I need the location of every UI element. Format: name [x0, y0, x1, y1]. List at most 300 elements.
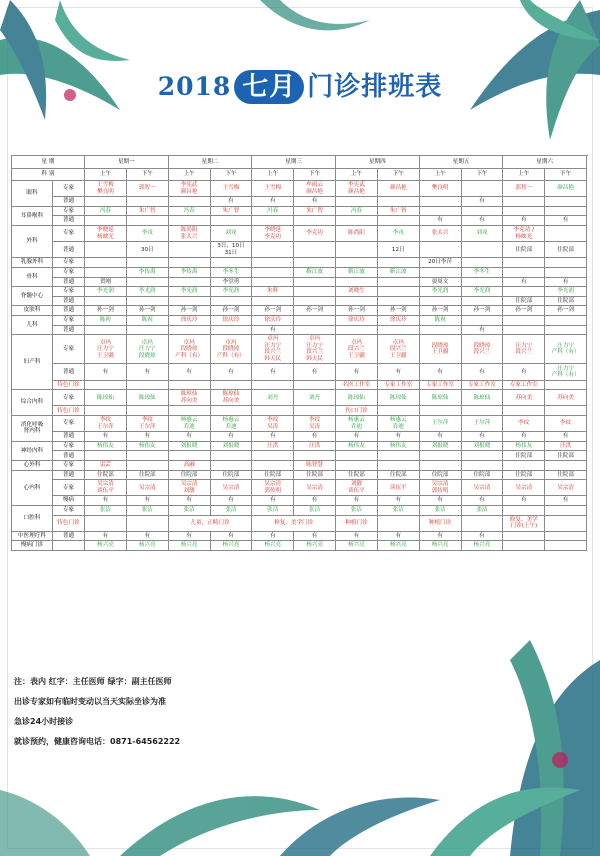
schedule-row [12, 441, 587, 451]
schedule-cell: 李晓延 李克功 [252, 225, 294, 241]
schedule-row [12, 216, 587, 226]
schedule-cell: 专家工作室 [503, 380, 545, 390]
schedule-cell: 李纹 王尔萍 [85, 416, 127, 432]
schedule-cell: 有 [294, 496, 336, 506]
schedule-cell: 杨兴亮 [85, 541, 127, 551]
schedule-cell: 杨兴亮 [419, 541, 461, 551]
header-am: 上午 [336, 169, 378, 181]
dept-name: 耳鼻喉科 [12, 206, 53, 225]
schedule-cell: 刘报晓 [168, 441, 210, 451]
schedule-row [12, 541, 587, 551]
schedule-cell: 孙一剑 [126, 306, 168, 316]
schedule-cell: 卓玛 汪力宁 段兴兰 韩天民 [294, 335, 336, 364]
schedule-cell: 卓玛 段兴兰 王卫疆 [377, 335, 419, 364]
dept-name: 慢病门诊 [12, 541, 53, 551]
schedule-cell: 陈祝 [85, 315, 127, 325]
schedule-cell [294, 296, 336, 306]
schedule-cell [336, 296, 378, 306]
schedule-cell: 有 [85, 496, 127, 506]
schedule-cell [168, 325, 210, 335]
schedule-cell [461, 242, 503, 258]
schedule-cell: 杨伟友 [503, 441, 545, 451]
schedule-cell: 孙一剑 [545, 306, 587, 316]
schedule-cell: 有 [168, 364, 210, 380]
schedule-row [12, 451, 587, 461]
schedule-cell [210, 406, 252, 416]
header-day: 星期五 [419, 156, 503, 169]
schedule-cell: 住院部 [503, 242, 545, 258]
schedule-cell: 冯春 [168, 206, 210, 216]
schedule-cell: 有 [294, 432, 336, 442]
schedule-cell [168, 242, 210, 258]
schedule-cell: 有 [377, 432, 419, 442]
schedule-cell: 汪力宁 产科（有） [545, 364, 587, 380]
schedule-cell: 杨伟友 [336, 441, 378, 451]
schedule-cell: 陈琼仙 [377, 390, 419, 406]
schedule-cell [336, 242, 378, 258]
schedule-cell: 徐庆玲 [210, 315, 252, 325]
schedule-cell [503, 197, 545, 207]
schedule-cell [210, 451, 252, 461]
schedule-row [12, 206, 587, 216]
schedule-cell: 住院部 [126, 470, 168, 480]
schedule-cell: 颜昌艳 [545, 181, 587, 197]
schedule-cell: 住院部 [168, 470, 210, 480]
schedule-cell: 李冬生 [461, 267, 503, 277]
schedule-cell: 有 [126, 496, 168, 506]
schedule-cell: 张太兴 [419, 225, 461, 241]
schedule-cell [461, 181, 503, 197]
schedule-cell [461, 258, 503, 268]
schedule-cell: 樊良明 [419, 181, 461, 197]
schedule-cell: 靳江波 [294, 267, 336, 277]
schedule-cell: 李纹 [503, 416, 545, 432]
schedule-cell: 有 [210, 531, 252, 541]
schedule-cell [252, 451, 294, 461]
dept-name: 脊髓中心 [12, 287, 53, 306]
schedule-cell: 有 [419, 531, 461, 541]
schedule-row [12, 277, 587, 287]
schedule-cell [252, 380, 294, 390]
schedule-cell: 有 [210, 432, 252, 442]
header-pm: 下午 [294, 169, 336, 181]
schedule-cell [419, 406, 461, 416]
schedule-cell: 朱广智 [210, 206, 252, 216]
schedule-cell: 住院部 [545, 451, 587, 461]
schedule-cell: 汪洪 [294, 441, 336, 451]
schedule-cell [85, 325, 127, 335]
schedule-row [12, 315, 587, 325]
schedule-cell: 有 [461, 216, 503, 226]
schedule-cell: 李冬生 [210, 267, 252, 277]
schedule-row [12, 515, 587, 531]
schedule-cell: 有 [252, 364, 294, 380]
schedule-cell: 吴宗清 [461, 480, 503, 496]
schedule-cell: 住院部 [545, 296, 587, 306]
schedule-cell: 有 [336, 531, 378, 541]
schedule-cell [252, 267, 294, 277]
header-dept-label: 科 别 [12, 169, 85, 181]
schedule-cell [419, 296, 461, 306]
schedule-cell: 张洁 [126, 505, 168, 515]
schedule-cell [294, 380, 336, 390]
schedule-cell [85, 406, 127, 416]
schedule-cell: 有 [461, 325, 503, 335]
schedule-cell: 有 [503, 432, 545, 442]
header-day: 星期三 [252, 156, 336, 169]
schedule-cell [336, 325, 378, 335]
schedule-cell [126, 451, 168, 461]
schedule-cell [294, 216, 336, 226]
schedule-cell: 汪力宁 段兴兰 [503, 335, 545, 364]
page-title [0, 66, 600, 104]
schedule-cell: 杨惠云 乔迪 [336, 416, 378, 432]
schedule-cell: 卓玛 段晓琼 产科（有） [168, 335, 210, 364]
schedule-cell: 有 [210, 197, 252, 207]
schedule-cell: 20日李萍 [419, 258, 461, 268]
schedule-cell: 孙一剑 [210, 306, 252, 316]
schedule-row [12, 496, 587, 506]
schedule-cell: 徐庆玲 [336, 315, 378, 325]
dept-name: 中医理疗科 [12, 531, 53, 541]
schedule-cell: 陈琼仙 [126, 390, 168, 406]
schedule-cell: 有 [503, 496, 545, 506]
clinic-type: 普通 [53, 216, 85, 226]
clinic-type: 专家 [53, 315, 85, 325]
schedule-cell: 陈祝 [419, 315, 461, 325]
schedule-cell: 有 [294, 364, 336, 380]
schedule-cell: 段晓琼 段兴兰 [461, 335, 503, 364]
schedule-cell: 朱广智 [377, 206, 419, 216]
schedule-cell: 刘戎 [210, 225, 252, 241]
header-pm: 下午 [545, 169, 587, 181]
schedule-cell [545, 541, 587, 551]
schedule-cell: 有 [503, 364, 545, 380]
schedule-cell: 李戎 [377, 225, 419, 241]
clinic-type: 专家 [53, 461, 85, 471]
schedule-cell [336, 461, 378, 471]
schedule-cell [168, 451, 210, 461]
dept-name: 妇产科 [12, 335, 53, 390]
schedule-cell: 孙一剑 [461, 306, 503, 316]
schedule-cell [210, 461, 252, 471]
schedule-cell: 住院部 [503, 451, 545, 461]
schedule-cell [126, 258, 168, 268]
schedule-cell: 有 [126, 432, 168, 442]
schedule-cell [377, 451, 419, 461]
schedule-cell [503, 505, 545, 515]
clinic-type: 慢病 [53, 496, 85, 506]
schedule-cell: 朱广智 [126, 206, 168, 216]
schedule-table [11, 155, 587, 551]
schedule-cell: 有 [503, 216, 545, 226]
schedule-cell [168, 380, 210, 390]
schedule-cell: 杨兴亮 [168, 541, 210, 551]
clinic-type: 普通 [53, 242, 85, 258]
schedule-cell: 王雪梅 [210, 181, 252, 197]
schedule-cell: 孙一剑 [419, 306, 461, 316]
schedule-cell: 刘丹 [252, 390, 294, 406]
schedule-row [12, 364, 587, 380]
schedule-cell: 朱辉 [252, 287, 294, 297]
schedule-cell: 有 [545, 216, 587, 226]
schedule-cell: 有 [377, 364, 419, 380]
schedule-cell [377, 461, 419, 471]
schedule-cell: 有 [294, 197, 336, 207]
schedule-cell: 有 [126, 531, 168, 541]
header-am: 上午 [85, 169, 127, 181]
schedule-cell: 杨兴亮 [252, 541, 294, 551]
schedule-cell: 专家工作室 [461, 380, 503, 390]
schedule-cell [126, 325, 168, 335]
schedule-cell: 张洁 [377, 505, 419, 515]
schedule-cell [545, 461, 587, 471]
schedule-cell [503, 206, 545, 216]
schedule-row [12, 470, 587, 480]
schedule-cell: 冯春 [85, 206, 127, 216]
schedule-cell: 李光润 [85, 287, 127, 297]
schedule-cell: 张洁 [210, 505, 252, 515]
schedule-cell: 杨伟友 [377, 441, 419, 451]
schedule-cell: 杨惠云 乔迪 [210, 416, 252, 432]
schedule-cell [503, 531, 545, 541]
schedule-row [12, 416, 587, 432]
dept-name: 心内科 [12, 470, 53, 505]
schedule-cell: 孙一剑 [85, 306, 127, 316]
schedule-cell: 陈琼仙 [85, 390, 127, 406]
dept-name: 消化呼吸 肾内科 [12, 416, 53, 442]
schedule-cell [545, 515, 587, 531]
schedule-row [12, 296, 587, 306]
schedule-cell: 有 [545, 496, 587, 506]
schedule-cell: 汪力宁 产科（有） [545, 335, 587, 364]
clinic-type: 普通 [53, 277, 85, 287]
schedule-row [12, 306, 587, 316]
header-day: 星期二 [168, 156, 252, 169]
schedule-cell [503, 258, 545, 268]
schedule-cell [545, 315, 587, 325]
schedule-cell: 住院部 [336, 470, 378, 480]
schedule-cell: 李克功 / 杨映光 [503, 225, 545, 241]
schedule-cell: 孙一剑 [252, 306, 294, 316]
schedule-cell: 杨兴亮 [210, 541, 252, 551]
schedule-cell: 张洁 [294, 505, 336, 515]
schedule-cell [503, 461, 545, 471]
schedule-cell [545, 325, 587, 335]
schedule-cell: 有 [85, 364, 127, 380]
palm-leaf-decoration-top-center [260, 0, 370, 60]
clinic-type: 专家 [53, 287, 85, 297]
schedule-cell: 有 [252, 325, 294, 335]
schedule-cell: 李光润 [210, 287, 252, 297]
schedule-cell: 汪洪 [252, 441, 294, 451]
schedule-cell: 卓玛 汪力宁 王卫疆 [85, 335, 127, 364]
schedule-cell [210, 216, 252, 226]
schedule-cell: 杨伟友 [126, 441, 168, 451]
header-pm: 下午 [210, 169, 252, 181]
schedule-row [12, 406, 587, 416]
schedule-cell: 杨惠云 乔迪 [377, 416, 419, 432]
schedule-cell: 李宪武 颜昌艳 [168, 181, 210, 197]
schedule-row [12, 335, 587, 364]
schedule-cell: 陈琼仙 苏向美 [210, 390, 252, 406]
schedule-cell: 吴宗清 郭传明 [419, 480, 461, 496]
dept-name: 乳腺外科 [12, 258, 53, 268]
schedule-cell: 卓玛 段晓琼 产科（有） [210, 335, 252, 364]
schedule-cell: 有 [85, 432, 127, 442]
schedule-cell: 卓玛 汪力宁 段兴兰 韩天民 [252, 335, 294, 364]
clinic-type: 普通 [53, 451, 85, 461]
schedule-cell: 李光润 [168, 287, 210, 297]
schedule-cell: 陈祝 [126, 315, 168, 325]
clinic-type: 普通 [53, 197, 85, 207]
schedule-cell [85, 197, 127, 207]
schedule-cell [126, 461, 168, 471]
title-year: 2018 [157, 72, 232, 101]
schedule-cell: 有 [168, 496, 210, 506]
schedule-cell [336, 216, 378, 226]
clinic-type: 专家 [53, 206, 85, 216]
schedule-cell [252, 277, 294, 287]
schedule-cell: 李戎 [126, 225, 168, 241]
schedule-cell: 苏向美 [545, 390, 587, 406]
schedule-row [12, 242, 587, 258]
schedule-cell [461, 406, 503, 416]
schedule-cell [545, 531, 587, 541]
schedule-cell: 有 [461, 197, 503, 207]
schedule-cell: 刘报晓 [419, 441, 461, 451]
palm-leaf-decoration-bottom [120, 760, 440, 856]
schedule-cell: 有 [419, 496, 461, 506]
schedule-cell: 有 [419, 364, 461, 380]
schedule-cell: 陈琼仙 苏向美 [168, 390, 210, 406]
schedule-cell [168, 406, 210, 416]
schedule-cell: 靳江波 [377, 267, 419, 277]
schedule-cell: 杨兴亮 [461, 541, 503, 551]
schedule-cell: 晏周文 [419, 277, 461, 287]
schedule-row [12, 267, 587, 277]
schedule-cell: 李光润 [545, 287, 587, 297]
schedule-cell: 有 [377, 496, 419, 506]
schedule-cell [168, 197, 210, 207]
schedule-row [12, 531, 587, 541]
dept-name: 皮肤科 [12, 306, 53, 316]
schedule-cell: 李纹 [545, 416, 587, 432]
schedule-cell [336, 258, 378, 268]
schedule-cell: 雷芸 [85, 461, 127, 471]
clinic-type: 专家 [53, 390, 85, 406]
schedule-cell: 有 [461, 496, 503, 506]
schedule-cell: 吴宗清 [545, 480, 587, 496]
schedule-cell: 陈尚阳 [336, 225, 378, 241]
schedule-cell: 12日 [377, 242, 419, 258]
schedule-cell [252, 461, 294, 471]
header-week-label: 星 期 [12, 156, 85, 169]
schedule-cell [126, 277, 168, 287]
schedule-cell [168, 296, 210, 306]
schedule-cell: 有 [252, 531, 294, 541]
schedule-cell [461, 315, 503, 325]
schedule-cell [126, 216, 168, 226]
schedule-cell: 陈智慧 [294, 461, 336, 471]
clinic-type: 普通 [53, 364, 85, 380]
schedule-cell [377, 287, 419, 297]
clinic-type: 专家 [53, 505, 85, 515]
schedule-cell [85, 267, 127, 277]
schedule-row [12, 480, 587, 496]
schedule-row [12, 287, 587, 297]
schedule-cell: 住院部 [252, 470, 294, 480]
schedule-cell [461, 206, 503, 216]
schedule-cell [461, 451, 503, 461]
schedule-cell: 李纹 王尔萍 [126, 416, 168, 432]
schedule-cell: 住院部 [503, 296, 545, 306]
schedule-row [12, 461, 587, 471]
schedule-cell [503, 315, 545, 325]
schedule-cell: 贺刚 [85, 277, 127, 287]
schedule-cell: 有 [252, 496, 294, 506]
clinic-type: 专家 [53, 267, 85, 277]
note-emergency: 急诊24小时接诊 [14, 717, 74, 726]
schedule-cell [377, 258, 419, 268]
schedule-cell: 有 [294, 531, 336, 541]
schedule-cell: 有 [545, 432, 587, 442]
schedule-cell: 吴宗清 [294, 480, 336, 496]
schedule-cell: 李光润 [126, 287, 168, 297]
schedule-cell [85, 451, 127, 461]
schedule-cell: 有 [461, 531, 503, 541]
header-day: 星期四 [336, 156, 420, 169]
schedule-cell [336, 451, 378, 461]
schedule-cell: 李传禹 [168, 267, 210, 277]
schedule-cell: 住院部 [503, 470, 545, 480]
schedule-cell: 陈琼仙 [419, 390, 461, 406]
schedule-cell [461, 277, 503, 287]
schedule-cell [545, 267, 587, 277]
schedule-cell [377, 515, 419, 531]
clinic-type: 专家 [53, 480, 85, 496]
schedule-cell: 郭智一 [126, 181, 168, 197]
schedule-cell [377, 325, 419, 335]
clinic-type: 普通 [53, 470, 85, 480]
schedule-cell: 张洁 [419, 505, 461, 515]
schedule-cell: 李宪武 颜昌艳 [336, 181, 378, 197]
schedule-cell: 牟雨云 颜昌艳 [294, 181, 336, 197]
clinic-type: 普通 [53, 296, 85, 306]
schedule-cell [336, 277, 378, 287]
schedule-cell: 有 [252, 197, 294, 207]
schedule-cell: 有 [85, 531, 127, 541]
schedule-cell: 陈琼仙 [336, 390, 378, 406]
schedule-cell: 杨兴亮 [377, 541, 419, 551]
schedule-cell [419, 197, 461, 207]
schedule-cell [126, 406, 168, 416]
schedule-cell [419, 267, 461, 277]
clinic-type: 专家 [53, 441, 85, 451]
header-day: 星期一 [85, 156, 169, 169]
schedule-cell [252, 406, 294, 416]
schedule-cell: 杨兴亮 [336, 541, 378, 551]
schedule-cell: 吴宗清 [126, 480, 168, 496]
schedule-row [12, 390, 587, 406]
schedule-cell [545, 505, 587, 515]
schedule-cell: 徐庆玲 [252, 315, 294, 325]
clinic-type: 特色门诊 [53, 515, 85, 531]
schedule-cell [294, 277, 336, 287]
schedule-cell: 住院部 [377, 470, 419, 480]
schedule-row [12, 225, 587, 241]
schedule-cell: 王尔萍 [419, 416, 461, 432]
